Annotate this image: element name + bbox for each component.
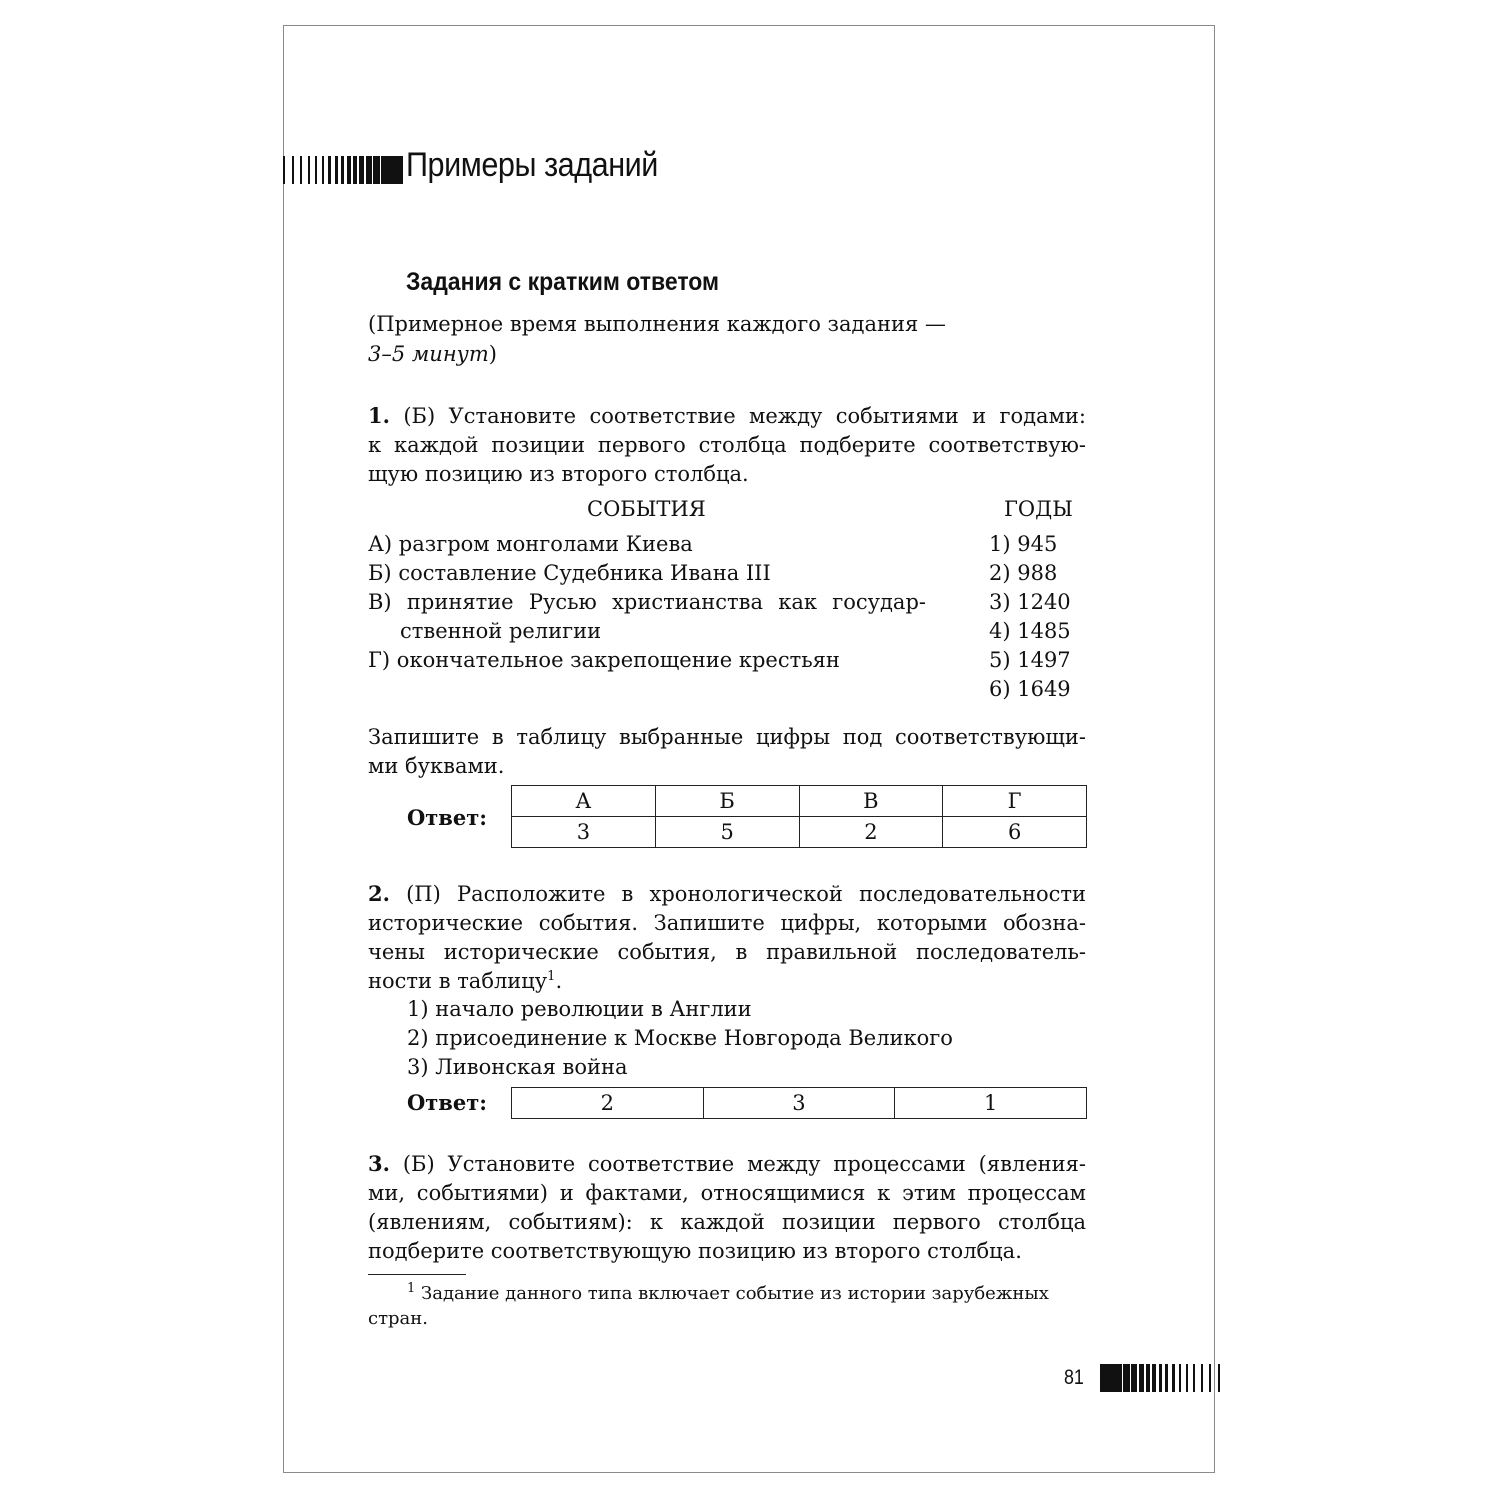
task3-line-1: (Б) Установите соответствие между процессами (явления- — [402, 1152, 1086, 1176]
answer-cell[interactable]: 6 — [943, 817, 1087, 848]
event-item: Б) составление Судебника Ивана III — [368, 561, 771, 585]
answer-cell[interactable]: 3 — [512, 817, 656, 848]
header-bars-decoration — [283, 156, 403, 184]
task2-item: 3) Ливонская война — [407, 1055, 628, 1079]
intro-close: ) — [488, 342, 497, 366]
intro-time: 3–5 минут — [368, 342, 489, 366]
task1-answer-label: Ответ: — [407, 805, 488, 830]
answer-cell[interactable]: 3 — [703, 1088, 895, 1119]
task1-instruction-line-1: Запишите в таблицу выбранные цифры под соответствующи- — [368, 725, 1086, 749]
answer-cell[interactable]: 1 — [895, 1088, 1087, 1119]
task2-number: 2. — [368, 881, 390, 906]
answer-cell[interactable]: 2 — [799, 817, 943, 848]
task1-line-2: к каждой позиции первого столбца подберите соответствую- — [368, 433, 1086, 457]
year-item: 3) 1240 — [989, 590, 1071, 614]
answer-header-cell: Б — [655, 786, 799, 817]
event-item: А) разгром монголами Киева — [368, 532, 693, 556]
task1-line-3: щую позицию из второго столбца. — [368, 462, 749, 486]
task3-line-4: подберите соответствующую позицию из второго столбца. — [368, 1239, 1022, 1263]
task2-answer-table — [511, 1087, 1087, 1119]
task2-line-1: (П) Расположите в хронологической последовательности — [406, 882, 1086, 906]
year-item: 6) 1649 — [989, 677, 1071, 701]
task1-text — [368, 401, 1086, 489]
task2-line-3: чены исторические события, в правильной последователь- — [368, 940, 1086, 964]
year-item: 5) 1497 — [989, 648, 1071, 672]
year-item: 1) 945 — [989, 532, 1058, 556]
task1-answer-table — [511, 785, 1087, 848]
year-item: 2) 988 — [989, 561, 1058, 585]
year-item: 4) 1485 — [989, 619, 1071, 643]
footnote-divider — [368, 1274, 466, 1275]
answer-header-row — [512, 786, 1087, 817]
footer-bars-decoration — [1100, 1364, 1220, 1392]
answer-cell[interactable]: 5 — [655, 817, 799, 848]
section-title: Примеры заданий — [406, 146, 658, 184]
answer-header-cell: А — [512, 786, 656, 817]
task1-line-1: (Б) Установите соответствие между событиями и годами: — [403, 404, 1086, 428]
events-header: СОБЫТИЯ — [587, 497, 706, 521]
footnote-line-1: Задание данного типа включает событие из истории зарубежных — [415, 1283, 1049, 1304]
event-item-continuation: ственной религии — [400, 619, 602, 643]
task1-instruction-line-2: ми буквами. — [368, 754, 505, 778]
answer-value-row — [512, 1088, 1087, 1119]
answer-cell[interactable]: 2 — [512, 1088, 704, 1119]
intro-line: (Примерное время выполнения каждого задания — — [368, 312, 946, 336]
task2-answer-label: Ответ: — [407, 1090, 488, 1115]
task2-text — [368, 879, 1086, 996]
task2-item: 1) начало революции в Англии — [407, 997, 752, 1021]
page-number: 81 — [1064, 1366, 1084, 1389]
subsection-title: Задания с кратким ответом — [406, 268, 720, 296]
answer-header-cell: Г — [943, 786, 1087, 817]
task2-line-2: исторические события. Запишите цифры, которыми обозна- — [368, 911, 1086, 935]
task3-text — [368, 1149, 1086, 1266]
intro-time-line — [368, 340, 497, 369]
footnote-mark: 1 — [547, 969, 556, 984]
task3-number: 3. — [368, 1151, 390, 1176]
task1-instruction — [368, 723, 1086, 781]
task3-line-2: ми, событиями) и фактами, относящимися к этим процессам — [368, 1181, 1086, 1205]
event-item: В) принятие Русью христианства как государ- — [368, 590, 926, 614]
years-header: ГОДЫ — [1004, 497, 1073, 521]
answer-header-cell: В — [799, 786, 943, 817]
footnote — [368, 1281, 1086, 1331]
answer-value-row — [512, 817, 1087, 848]
event-item: Г) окончательное закрепощение крестьян — [368, 648, 840, 672]
task2-item: 2) присоединение к Москве Новгорода Великого — [407, 1026, 953, 1050]
task3-line-3: (явлениям, событиям): к каждой позиции первого столбца — [368, 1210, 1086, 1234]
footnote-line-2: стран. — [368, 1308, 429, 1329]
task1-number: 1. — [368, 403, 390, 428]
task2-line-4: ности в таблицу$^1$. — [368, 969, 563, 993]
footnote-number: 1 — [407, 1281, 416, 1296]
